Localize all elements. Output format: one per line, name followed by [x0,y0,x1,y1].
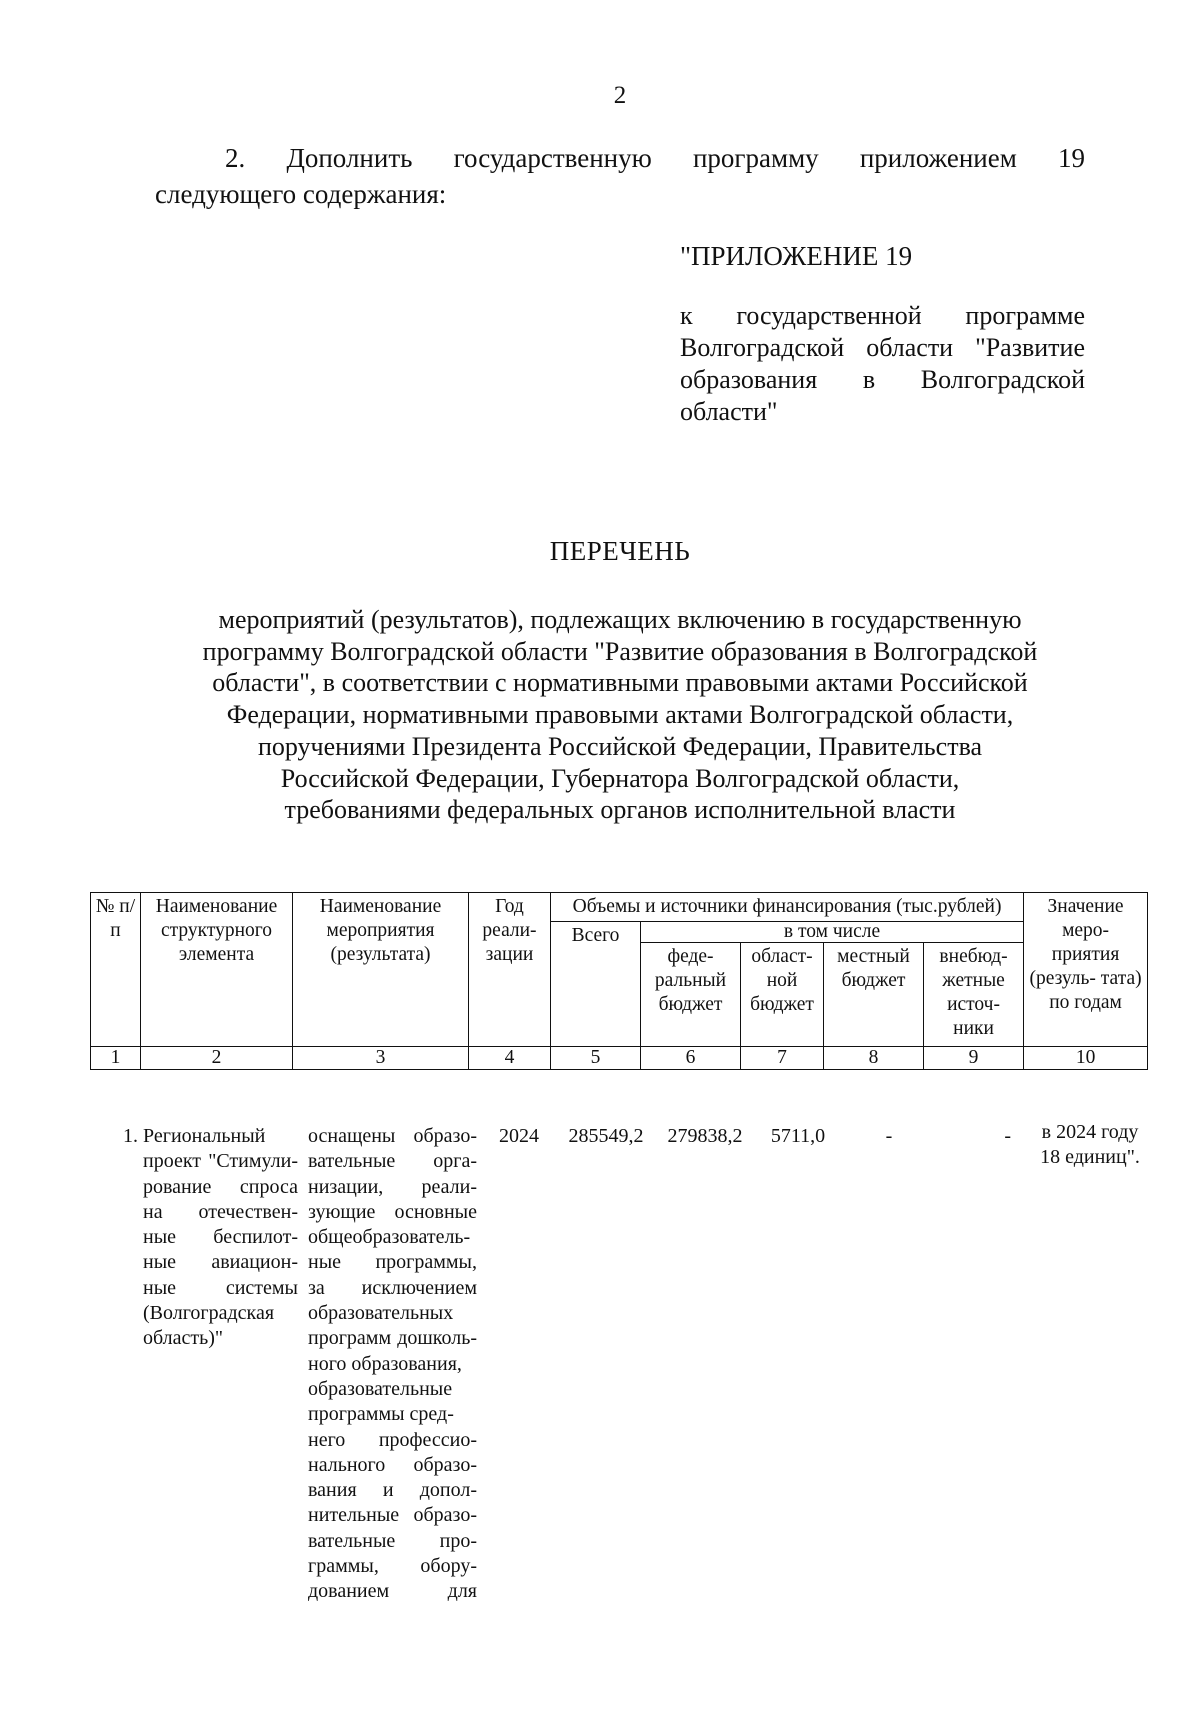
subtitle-line: поручениями Президента Российской Федерации, Правительства [257,731,983,761]
subtitle-line: программу Волгоградской области "Развитие образования в Волгоградской [202,636,1038,666]
event-line: за исключением [308,1276,477,1299]
event-line: нительные образо- [308,1504,477,1527]
document-subtitle [150,604,1090,826]
row-event [308,1124,477,1605]
value-line: 18 единиц". [1040,1146,1140,1169]
structural-line: Региональный [143,1125,266,1147]
column-number: 10 [1024,1047,1148,1070]
header-structural: Наименование структурного элемента [141,893,293,1047]
event-line: оснащены образо- [308,1125,477,1147]
header-total: Всего [551,922,641,1047]
intro-line-2: следующего содержания: [155,179,447,209]
event-line: ные программы, [308,1251,477,1274]
header-value: Значение меро- приятия (резуль- тата) по годам [1024,893,1148,1047]
structural-line: ные авиацион- [143,1251,298,1274]
page-number: 2 [613,82,627,109]
appendix-line-2: Волгоградской области "Развитие [680,333,1085,362]
column-number: 5 [551,1047,641,1070]
appendix-title: "ПРИЛОЖЕНИЕ 19 [680,241,913,271]
event-line: нального образо- [308,1453,477,1476]
structural-line: (Волгоградская [143,1302,275,1325]
event-line: вательные про- [308,1529,477,1552]
event-line: граммы, обору- [308,1555,477,1578]
row-extra: - [1004,1125,1011,1147]
row-total: 285549,2 [568,1125,644,1147]
subtitle-line: Российской Федерации, Губернатора Волгоградской области, [280,763,960,793]
header-regional: област- ной бюджет [741,943,824,1047]
intro-line-1: 2. Дополнить государственную программу приложением 19 [225,143,1085,173]
intro-paragraph [155,140,1085,212]
column-number: 4 [469,1047,551,1070]
event-line: программ дошколь- [308,1327,477,1350]
column-number: 3 [293,1047,469,1070]
structural-line: проект "Стимули- [143,1150,298,1173]
table-header [90,892,1148,1070]
appendix-line-3: образования в Волгоградской [680,365,1085,394]
header-financing: Объемы и источники финансирования (тыс.рублей) [551,893,1024,922]
structural-line: ные беспилот- [143,1226,298,1249]
column-number: 7 [741,1047,824,1070]
document-heading: ПЕРЕЧЕНЬ [549,536,691,566]
header-federal: феде- ральный бюджет [641,943,741,1047]
row-structural-element [143,1124,298,1352]
column-number: 6 [641,1047,741,1070]
appendix-block [680,240,1085,428]
row-year: 2024 [499,1125,539,1147]
event-line: вательные орга- [308,1150,477,1173]
event-line: образовательных [308,1302,454,1325]
structural-line: на отечествен- [143,1200,298,1223]
header-including: в том числе [641,922,1024,943]
subtitle-line: Федерации, нормативными правовыми актами Волгоградской области, [226,700,1014,730]
row-local: - [885,1125,893,1147]
structural-line: область)" [143,1327,224,1350]
structural-line: ные системы [143,1276,298,1299]
event-line: низации, реали- [308,1175,477,1198]
appendix-line-1: к государственной программе [680,301,1085,330]
event-line: зующие основные [308,1200,477,1223]
structural-line: рование спроса [143,1175,298,1198]
event-line: вания и допол- [308,1479,477,1502]
column-number: 8 [824,1047,924,1070]
column-number: 2 [141,1047,293,1070]
subtitle-line: требованиями федеральных органов исполнительной власти [284,795,956,825]
event-line: программы сред- [308,1403,454,1426]
event-line: образовательные [308,1377,453,1400]
row-federal: 279838,2 [667,1125,743,1147]
subtitle-line: мероприятий (результатов), подлежащих включению в государственную [218,605,1022,634]
event-line: ного образования, [308,1352,462,1375]
subtitle-line: области", в соответствии с нормативными правовыми актами Российской [212,668,1028,698]
header-event: Наименование мероприятия (результата) [293,893,469,1047]
column-number: 1 [91,1047,141,1070]
header-extra: внебюд- жетные источ- ники [924,943,1024,1047]
appendix-line-4: области" [680,397,778,426]
header-num: № п/п [91,893,141,1047]
header-year: Год реали- зации [469,893,551,1047]
row-value [1030,1120,1150,1171]
row-regional: 5711,0 [770,1125,826,1147]
value-line: в 2024 году [1041,1121,1139,1143]
event-line: него профессио- [308,1428,477,1451]
row-number: 1. [123,1125,138,1147]
event-line: общеобразователь- [308,1226,471,1249]
event-line: дованием для [308,1580,477,1603]
column-number: 9 [924,1047,1024,1070]
header-local: местный бюджет [824,943,924,1047]
